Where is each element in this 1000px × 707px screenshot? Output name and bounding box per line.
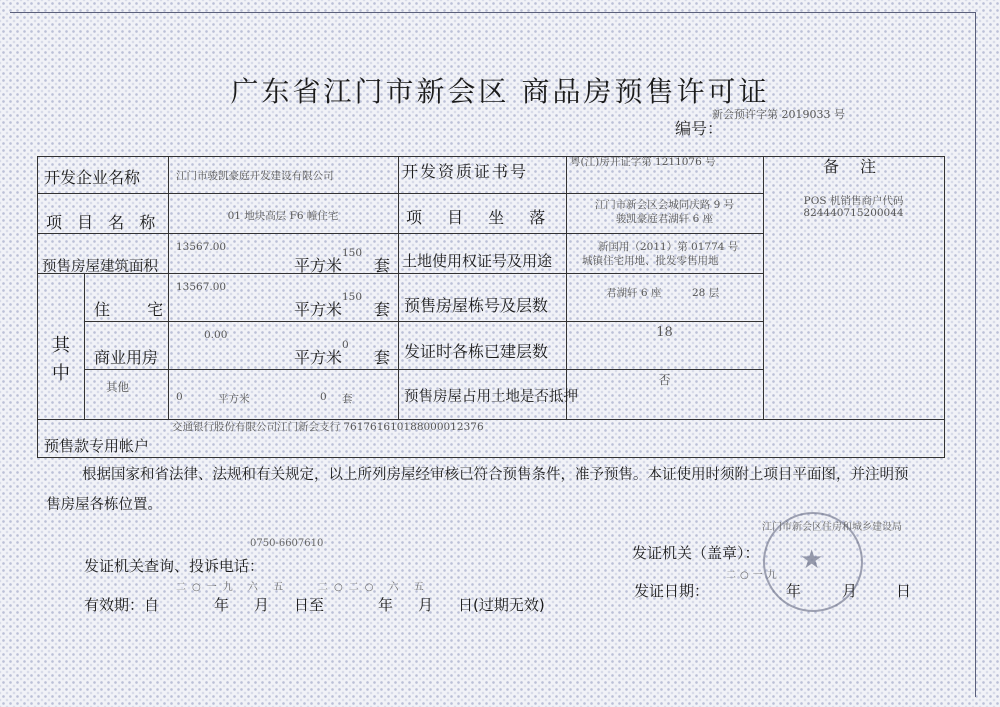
land-cert-use: 城镇住宅用地、批发零售用地 <box>582 255 719 267</box>
row-line <box>38 193 763 194</box>
validity-start-handwritten: 二○一九 六 五 <box>176 582 290 593</box>
row-line <box>38 233 763 234</box>
other-area-value: 0 <box>176 391 183 403</box>
issue-day: 日 <box>896 582 912 600</box>
other-sets-unit: 套 <box>342 393 353 405</box>
commercial-sets-unit: 套 <box>374 348 391 367</box>
row-line <box>84 321 763 322</box>
row-line <box>84 369 763 370</box>
account-value: 交通银行股份有限公司江门新会支行 761761610188000012376 <box>172 421 484 433</box>
developer-label: 开发企业名称 <box>44 168 141 187</box>
commercial-label: 商业用房 <box>94 348 159 367</box>
permit-number-label: 编号： <box>675 119 724 138</box>
project-location-label: 项 目 坐 落 <box>406 208 556 227</box>
validity-day-to: 日至 <box>294 596 325 614</box>
remarks-label: 备 注 <box>822 157 885 176</box>
commercial-sets-value: 0 <box>342 339 349 351</box>
statement-line-2: 售房屋各栋位置。 <box>46 497 162 513</box>
residential-area-value: 13567.00 <box>176 281 227 293</box>
col-line <box>84 273 85 419</box>
page-title: 广东省江门市新会区 商品房预售许可证 <box>230 75 770 108</box>
issuer-label: 发证机关（盖章）： <box>632 544 760 562</box>
col-line <box>398 157 399 419</box>
validity-month: 月 <box>254 596 270 614</box>
floor-value: 28 层 <box>692 287 720 299</box>
presale-sets-unit: 套 <box>374 256 391 275</box>
col-line <box>168 273 169 419</box>
inquiry-label: 发证机关查询、投诉电话： <box>84 557 265 575</box>
validity-label: 有效期：自 <box>84 596 160 614</box>
mortgage-label: 预售房屋占用土地是否抵押 <box>404 389 578 405</box>
commercial-area-unit: 平方米 <box>294 348 343 367</box>
project-location-line-2: 骏凯豪庭君湖轩 6 座 <box>615 213 714 225</box>
validity-year: 年 <box>214 596 230 614</box>
seal-star-icon: ★ <box>800 545 824 575</box>
land-cert-number: 新国用（2011）第 01774 号 <box>598 241 739 253</box>
mortgage-value: 否 <box>658 373 671 387</box>
issue-date-label: 发证日期： <box>634 582 710 600</box>
other-area-unit: 平方米 <box>218 393 250 405</box>
developer-value: 江门市骏凯豪庭开发建设有限公司 <box>176 170 334 182</box>
among-label-2: 中 <box>52 363 70 384</box>
project-location-line-1: 江门市新会区会城同庆路 9 号 <box>594 199 735 211</box>
remarks-value-pos-label: POS 机销售商户代码 <box>803 195 904 207</box>
presale-area-unit: 平方米 <box>294 256 343 275</box>
validity-month-2: 月 <box>418 596 434 614</box>
built-floors-value: 18 <box>656 325 673 340</box>
residential-sets-value: 150 <box>342 291 363 303</box>
remarks-value-pos-code: 824440715200044 <box>803 207 904 219</box>
other-label: 其他 <box>106 380 129 394</box>
issue-month: 月 <box>842 582 858 600</box>
qualification-value: 粤(江)房开证字第 1211076 号 <box>570 156 716 168</box>
validity-end-handwritten: 二○二○ 六 五 <box>318 582 430 593</box>
presale-area-value: 13567.00 <box>176 241 227 253</box>
built-floors-label: 发证时各栋已建层数 <box>404 342 549 361</box>
other-sets-value: 0 <box>320 391 327 403</box>
validity-year-2: 年 <box>378 596 394 614</box>
residential-sets-unit: 套 <box>374 300 391 319</box>
building-floor-label: 预售房屋栋号及层数 <box>404 296 549 315</box>
residential-label: 住 宅 <box>94 300 180 319</box>
validity-day-2: 日(过期无效) <box>458 596 545 614</box>
qualification-label: 开发资质证书号 <box>402 162 529 181</box>
account-label: 预售款专用帐户 <box>44 437 150 455</box>
land-cert-label: 土地使用权证号及用途 <box>402 252 553 270</box>
project-name-value: 01 地块高层 F6 幢住宅 <box>227 210 339 222</box>
project-name-label: 项 目 名 称 <box>46 213 161 232</box>
issuer-name: 江门市新会区住房和城乡建设局 <box>762 522 902 533</box>
permit-number-value: 新会预许字第 2019033 号 <box>712 108 845 121</box>
inquiry-phone: 0750-6607610 <box>250 538 324 549</box>
presale-sets-value: 150 <box>342 247 363 259</box>
among-label-1: 其 <box>52 335 70 356</box>
commercial-area-value: 0.00 <box>204 329 228 341</box>
permit-table <box>37 156 945 458</box>
presale-area-label: 预售房屋建筑面积 <box>42 259 158 275</box>
residential-area-unit: 平方米 <box>294 300 343 319</box>
frame-top-line <box>10 12 975 13</box>
building-value: 君湖轩 6 座 <box>606 287 662 299</box>
issue-year-handwritten: 二○一九 <box>726 570 781 581</box>
statement-line-1: 根据国家和省法律、法规和有关规定，以上所列房屋经审核已符合预售条件，准予预售。本证使用时须附上项目平面图，并注明预 <box>82 467 909 483</box>
frame-right-line <box>975 12 976 697</box>
issue-year: 年 <box>786 582 802 600</box>
